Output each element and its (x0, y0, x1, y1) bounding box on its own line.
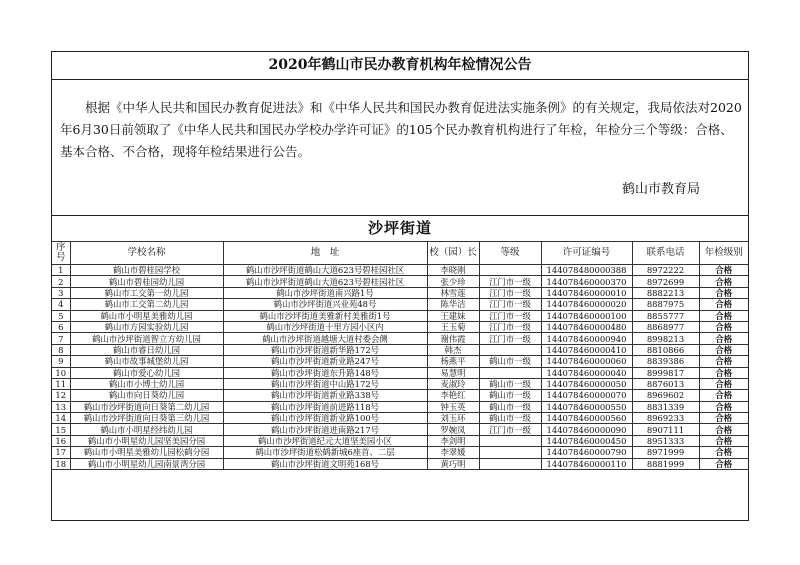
cell-school: 鹤山市小明星幼儿园坚美园分园 (70, 435, 223, 446)
table-row (52, 333, 748, 344)
cell-level: 江门市一级 (479, 276, 541, 287)
cell-license: 144078460000010 (541, 287, 632, 298)
cell-level (479, 367, 541, 378)
notice-body (60, 97, 744, 163)
cell-school: 鹤山市小明星经纬幼儿园 (70, 424, 223, 435)
document-title: 2020年鹤山市民办教育机构年检情况公告 (52, 52, 748, 80)
cell-phone: 8972699 (632, 276, 699, 287)
cell-level: 鹤山市一级 (479, 378, 541, 389)
cell-principal: 李剑明 (427, 435, 479, 446)
cell-principal: 麦淑玲 (427, 378, 479, 389)
cell-grade: 合格 (699, 378, 748, 389)
cell-no: 10 (52, 367, 70, 378)
cell-license: 144078460000370 (541, 276, 632, 287)
cell-address: 鹤山市沙坪街道兴业苑48号 (223, 299, 427, 310)
cell-school: 鹤山市沙坪街道智立方幼儿园 (70, 333, 223, 344)
cell-principal: 罗婉凤 (427, 424, 479, 435)
cell-phone: 8887975 (632, 299, 699, 310)
cell-level: 鹤山市一级 (479, 390, 541, 401)
cell-address: 鹤山市沙坪街道文明苑168号 (223, 458, 427, 469)
header-license: 许可证编号 (541, 242, 632, 265)
table-row (52, 367, 748, 378)
cell-no: 2 (52, 276, 70, 287)
cell-level: 江门市一级 (479, 424, 541, 435)
cell-principal: 王玉菊 (427, 321, 479, 332)
cell-level: 鹤山市一级 (479, 413, 541, 424)
cell-principal: 林雪莲 (427, 287, 479, 298)
cell-grade: 合格 (699, 424, 748, 435)
table-row (52, 424, 748, 435)
cell-school: 鹤山市小明星幼儿园南景湾分园 (70, 458, 223, 469)
cell-level: 江门市一级 (479, 321, 541, 332)
cell-license: 144078460000100 (541, 310, 632, 321)
cell-no: 6 (52, 321, 70, 332)
header-phone: 联系电话 (632, 242, 699, 265)
cell-license: 144078460000410 (541, 344, 632, 355)
cell-grade: 合格 (699, 299, 748, 310)
cell-principal: 李艳红 (427, 390, 479, 401)
header-no: 序号 (52, 242, 70, 265)
cell-phone: 8839386 (632, 356, 699, 367)
cell-grade: 合格 (699, 310, 748, 321)
table-row (52, 344, 748, 355)
cell-school: 鹤山市碧桂园幼儿园 (70, 276, 223, 287)
cell-phone: 8831339 (632, 401, 699, 412)
cell-address: 鹤山市沙坪街道纪元大道坚美园小区 (223, 435, 427, 446)
cell-school: 鹤山市小明星美雅幼儿园 (70, 310, 223, 321)
cell-phone: 8810866 (632, 344, 699, 355)
cell-no: 7 (52, 333, 70, 344)
cell-license: 144078480000388 (541, 265, 632, 276)
header-grade: 年检级别 (699, 242, 748, 265)
cell-school: 鹤山市沙坪街道向日葵第三幼儿园 (70, 413, 223, 424)
cell-no: 12 (52, 390, 70, 401)
header-principal: 校（园）长 (427, 242, 479, 265)
cell-no: 8 (52, 344, 70, 355)
cell-address: 鹤山市沙坪街道南兴路1号 (223, 287, 427, 298)
cell-no: 3 (52, 287, 70, 298)
cell-level (479, 435, 541, 446)
cell-grade: 合格 (699, 276, 748, 287)
cell-phone: 8882213 (632, 287, 699, 298)
cell-license: 144078460000790 (541, 447, 632, 458)
cell-license: 144078460000070 (541, 390, 632, 401)
cell-license: 144078460000060 (541, 356, 632, 367)
cell-license: 144078460000940 (541, 333, 632, 344)
table-row (52, 310, 748, 321)
table-row (52, 447, 748, 458)
cell-no: 9 (52, 356, 70, 367)
cell-school: 鹤山市沙坪街道向日葵第二幼儿园 (70, 401, 223, 412)
cell-school: 鹤山市向日葵幼儿园 (70, 390, 223, 401)
cell-no: 13 (52, 401, 70, 412)
cell-phone: 8999817 (632, 367, 699, 378)
cell-principal: 王建妹 (427, 310, 479, 321)
cell-grade: 合格 (699, 413, 748, 424)
cell-no: 14 (52, 413, 70, 424)
cell-license: 144078460000550 (541, 401, 632, 412)
cell-address: 鹤山市沙坪街道十里方园小区内 (223, 321, 427, 332)
cell-level: 鹤山市一级 (479, 356, 541, 367)
cell-phone: 8881999 (632, 458, 699, 469)
cell-school: 鹤山市工交第二幼儿园 (70, 299, 223, 310)
cell-no: 16 (52, 435, 70, 446)
cell-address: 鹤山市沙坪街道鹤山大道623号碧桂园社区 (223, 265, 427, 276)
cell-license: 144078460000040 (541, 367, 632, 378)
cell-no: 4 (52, 299, 70, 310)
cell-level: 江门市一级 (479, 310, 541, 321)
cell-grade: 合格 (699, 367, 748, 378)
cell-school: 鹤山市睿日幼儿园 (70, 344, 223, 355)
cell-grade: 合格 (699, 321, 748, 332)
cell-address: 鹤山市沙坪街道新业路100号 (223, 413, 427, 424)
cell-no: 11 (52, 378, 70, 389)
table-row (52, 276, 748, 287)
cell-principal: 钟玉英 (427, 401, 479, 412)
cell-principal: 黄巧明 (427, 458, 479, 469)
cell-phone: 8972222 (632, 265, 699, 276)
cell-level: 江门市一级 (479, 287, 541, 298)
cell-address: 鹤山市沙坪街道越塘大道村委会侧 (223, 333, 427, 344)
cell-school: 鹤山市小明星美雅幼儿园松鹤分园 (70, 447, 223, 458)
cell-school: 鹤山市故事城堡幼儿园 (70, 356, 223, 367)
cell-grade: 合格 (699, 356, 748, 367)
cell-grade: 合格 (699, 287, 748, 298)
cell-level (479, 447, 541, 458)
table-row (52, 265, 748, 276)
cell-principal: 张少珍 (427, 276, 479, 287)
cell-address: 鹤山市沙坪街道新华路172号 (223, 344, 427, 355)
cell-school: 鹤山市工交第一幼儿园 (70, 287, 223, 298)
inspection-table (52, 241, 748, 470)
cell-address: 鹤山市沙坪街道美雅新村美雅街1号 (223, 310, 427, 321)
cell-level: 江门市一级 (479, 299, 541, 310)
table-row (52, 287, 748, 298)
notice-paragraph: 根据《中华人民共和国民办教育促进法》和《中华人民共和国民办教育促进法实施条例》的有关规定，我局依法对2020年6月30日前领取了《中华人民共和国民办学校办学许可证》的105个民办教育机构进行了年检，年检分三个等级：合格、基本合格、不合格，现将年检结果进行公告。 (60, 100, 742, 159)
cell-address: 鹤山市沙坪街道松鹤新城6座首、二层 (223, 447, 427, 458)
cell-school: 鹤山市小博士幼儿园 (70, 378, 223, 389)
cell-principal: 谢伟霞 (427, 333, 479, 344)
cell-grade: 合格 (699, 435, 748, 446)
table-header-row (52, 242, 748, 265)
table-row (52, 390, 748, 401)
cell-phone: 8907111 (632, 424, 699, 435)
cell-phone: 8855777 (632, 310, 699, 321)
table-row (52, 299, 748, 310)
cell-school: 鹤山市方园实验幼儿园 (70, 321, 223, 332)
header-school: 学校名称 (70, 242, 223, 265)
cell-no: 15 (52, 424, 70, 435)
cell-phone: 8969602 (632, 390, 699, 401)
cell-address: 鹤山市沙坪街道中山路172号 (223, 378, 427, 389)
table-row (52, 356, 748, 367)
cell-grade: 合格 (699, 458, 748, 469)
cell-grade: 合格 (699, 344, 748, 355)
cell-level: 江门市一级 (479, 333, 541, 344)
cell-no: 5 (52, 310, 70, 321)
cell-phone: 8951333 (632, 435, 699, 446)
table-row (52, 435, 748, 446)
cell-license: 144078460000560 (541, 413, 632, 424)
cell-phone: 8868977 (632, 321, 699, 332)
cell-no: 1 (52, 265, 70, 276)
cell-school: 鹤山市爱心幼儿园 (70, 367, 223, 378)
cell-phone: 8876013 (632, 378, 699, 389)
table-row (52, 401, 748, 412)
cell-level (479, 344, 541, 355)
cell-license: 144078460000450 (541, 435, 632, 446)
header-address: 地 址 (223, 242, 427, 265)
cell-school: 鹤山市碧桂园学校 (70, 265, 223, 276)
cell-principal: 陈华洁 (427, 299, 479, 310)
header-level: 等级 (479, 242, 541, 265)
cell-address: 鹤山市沙坪街道新业路247号 (223, 356, 427, 367)
cell-level (479, 265, 541, 276)
cell-grade: 合格 (699, 333, 748, 344)
cell-no: 18 (52, 458, 70, 469)
cell-address: 鹤山市沙坪街道进南路217号 (223, 424, 427, 435)
cell-license: 144078460000020 (541, 299, 632, 310)
cell-grade: 合格 (699, 390, 748, 401)
cell-grade: 合格 (699, 401, 748, 412)
announcement-sheet (51, 51, 749, 521)
cell-address: 鹤山市沙坪街道鹤山大道623号碧桂园社区 (223, 276, 427, 287)
cell-grade: 合格 (699, 265, 748, 276)
table-row (52, 321, 748, 332)
cell-phone: 8971999 (632, 447, 699, 458)
cell-principal: 李晓刚 (427, 265, 479, 276)
cell-phone: 8969233 (632, 413, 699, 424)
issuer-name: 鹤山市教育局 (621, 182, 700, 197)
cell-grade: 合格 (699, 447, 748, 458)
table-row (52, 413, 748, 424)
cell-no: 17 (52, 447, 70, 458)
cell-phone: 8998213 (632, 333, 699, 344)
cell-license: 144078460000090 (541, 424, 632, 435)
section-title: 沙坪街道 (52, 215, 748, 242)
cell-address: 鹤山市沙坪街道前进路118号 (223, 401, 427, 412)
cell-license: 144078460000110 (541, 458, 632, 469)
table-row (52, 458, 748, 469)
cell-principal: 易慧明 (427, 367, 479, 378)
cell-address: 鹤山市沙坪街道东升路148号 (223, 367, 427, 378)
cell-principal: 韩杰 (427, 344, 479, 355)
cell-principal: 李翠媛 (427, 447, 479, 458)
cell-principal: 杨燕平 (427, 356, 479, 367)
cell-address: 鹤山市沙坪街道新业路338号 (223, 390, 427, 401)
cell-level (479, 458, 541, 469)
cell-license: 144078460000050 (541, 378, 632, 389)
table-row (52, 378, 748, 389)
cell-level: 鹤山市一级 (479, 401, 541, 412)
cell-principal: 刘玉环 (427, 413, 479, 424)
cell-license: 144078460000480 (541, 321, 632, 332)
